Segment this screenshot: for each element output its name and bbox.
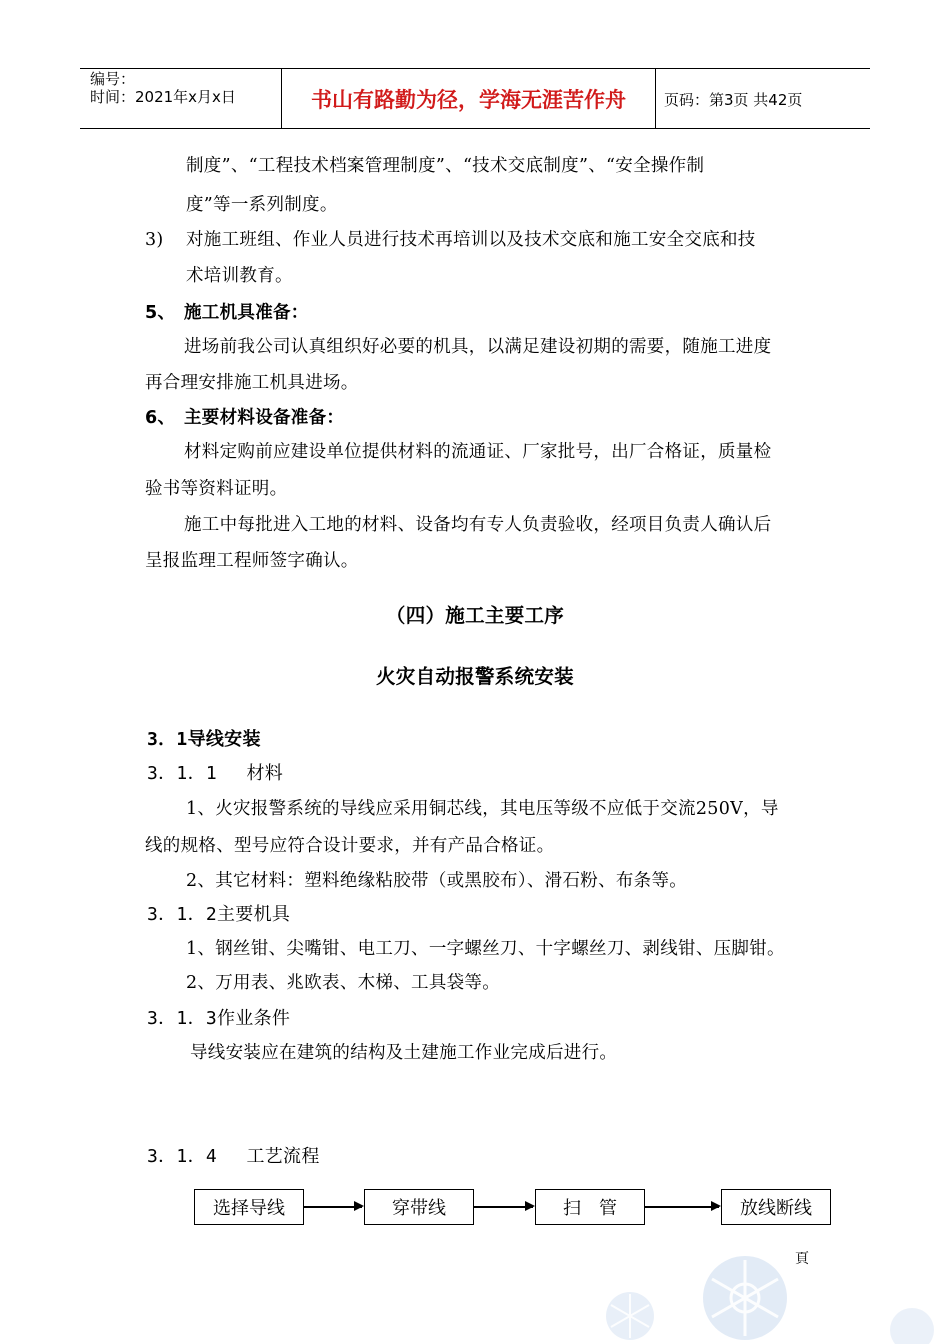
flow-arrow [474, 1206, 533, 1208]
flow-arrow [304, 1206, 362, 1208]
body-line: 1、钢丝钳、尖嘴钳、电工刀、一字螺丝刀、十字螺丝刀、剥线钳、压脚钳。 [186, 939, 785, 959]
body-line: 度”等一系列制度。 [186, 195, 338, 215]
heading-number: 6、 [145, 408, 176, 428]
watermark-snowflake-icon [690, 1238, 800, 1344]
subsection-heading: 3．1．3作业条件 [147, 1008, 291, 1029]
body-line: 进场前我公司认真组织好必要的机具，以满足建设初期的需要，随施工进度 [184, 337, 772, 357]
watermark-snowflake-icon [880, 1300, 940, 1344]
subsection-heading: 3．1．4 工艺流程 [147, 1146, 320, 1167]
subsection-heading: 3．1导线安装 [147, 729, 261, 750]
heading-material-prep: 主要材料设备准备： [184, 408, 345, 428]
body-line: 制度”、“工程技术档案管理制度”、“技术交底制度”、“安全操作制 [186, 156, 705, 176]
body-line: 施工中每批进入工地的材料、设备均有专人负责验收，经项目负责人确认后 [184, 515, 772, 535]
section-title: （四）施工主要工序 [385, 604, 565, 627]
number-label: 编号： [90, 70, 136, 88]
body-line: 术培训教育。 [186, 266, 293, 286]
body-line: 1、火灾报警系统的导线应采用铜芯线，其电压等级不应低于交流250V，导 [186, 799, 779, 819]
time-label: 时间：2021年x月x日 [90, 88, 236, 106]
flow-step-lay-cut: 放线断线 [721, 1189, 831, 1225]
body-line: 材料定购前应建设单位提供材料的流通证、厂家批号，出厂合格证，质量检 [184, 442, 772, 462]
body-line: 线的规格、型号应符合设计要求，并有产品合格证。 [145, 836, 555, 856]
flow-step-select-wire: 选择导线 [194, 1189, 304, 1225]
body-line: 呈报监理工程师签字确认。 [145, 551, 359, 571]
list-number: 3) [145, 230, 164, 250]
header-divider [655, 68, 656, 129]
watermark-snowflake-icon [600, 1282, 660, 1344]
flow-step-sweep-pipe: 扫 管 [535, 1189, 645, 1225]
heading-number: 5、 [145, 303, 176, 323]
header-motto: 书山有路勤为径，学海无涯苦作舟 [311, 88, 626, 112]
header-bottom-rule [80, 128, 870, 129]
footer-page-mark: 頁 [795, 1251, 809, 1267]
body-line: 验书等资料证明。 [145, 479, 288, 499]
header-meta [90, 70, 236, 106]
header-top-rule [80, 68, 870, 69]
heading-equipment-prep: 施工机具准备： [184, 303, 309, 323]
subsection-heading: 3．1．1 材料 [147, 763, 284, 784]
section-subtitle: 火灾自动报警系统安装 [375, 665, 574, 688]
body-line: 2、万用表、兆欧表、木梯、工具袋等。 [186, 973, 501, 993]
body-line: 再合理安排施工机具进场。 [145, 373, 359, 393]
body-line: 2、其它材料：塑料绝缘粘胶带（或黑胶布）、滑石粉、布条等。 [186, 871, 688, 891]
body-line: 导线安装应在建筑的结构及土建施工作业完成后进行。 [190, 1043, 618, 1063]
body-line: 对施工班组、作业人员进行技术再培训以及技术交底和施工安全交底和技 [186, 230, 756, 250]
flow-step-threading: 穿带线 [364, 1189, 474, 1225]
flow-arrow [645, 1206, 719, 1208]
subsection-heading: 3．1．2主要机具 [147, 904, 291, 925]
header-page-info: 页码：第3页 共42页 [664, 91, 803, 109]
